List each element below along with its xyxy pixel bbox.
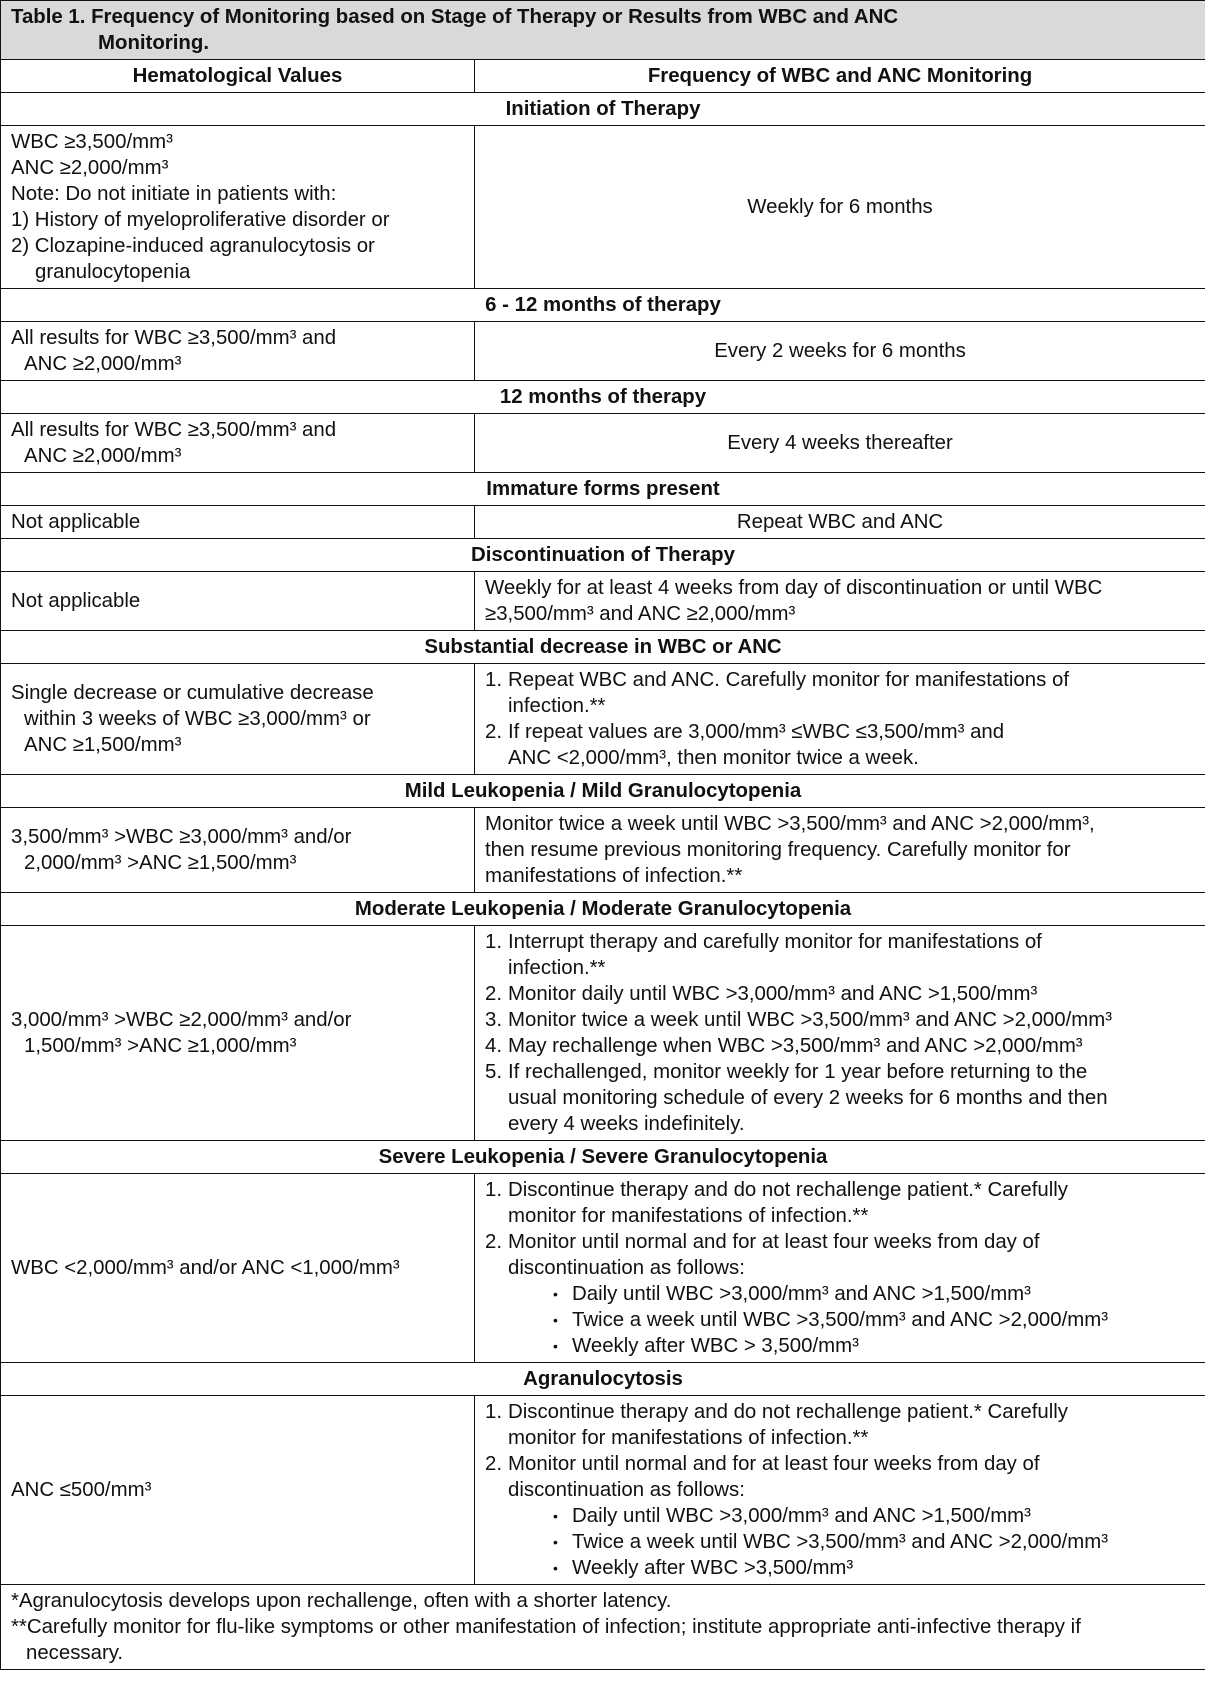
- step-number: 4.: [485, 1035, 503, 1057]
- table-row: [1, 414, 1205, 473]
- section-title-6-12-months: 6 - 12 months of therapy: [1, 289, 1205, 322]
- footnote-single-asterisk: *Agranulocytosis develops upon rechallenge, often with a shorter latency.: [11, 1590, 672, 1612]
- list-item: [485, 667, 1195, 719]
- table-row: [1, 126, 1205, 289]
- numbered-steps: [485, 667, 1195, 771]
- step-number: 3.: [485, 1009, 503, 1031]
- section-row: [1, 473, 1205, 506]
- list-item: [550, 1307, 1195, 1333]
- bullet-icon: •: [553, 1312, 558, 1328]
- list-item: [550, 1555, 1195, 1581]
- step-text: infection.**: [508, 695, 606, 717]
- list-item: [485, 1177, 1195, 1229]
- column-header-row: [1, 60, 1205, 93]
- step-text: If rechallenged, monitor weekly for 1 year before returning to the: [508, 1061, 1088, 1083]
- step-number: 1.: [485, 931, 503, 953]
- table-row: [1, 926, 1205, 1141]
- value-line: 1,500/mm³ >ANC ≥1,000/mm³: [24, 1035, 297, 1057]
- value-line: 1) History of myeloproliferative disorder or: [11, 209, 390, 231]
- hematological-values-cell: [1, 926, 475, 1141]
- caption-line-1: Table 1. Frequency of Monitoring based on Stage of Therapy or Results from WBC and ANC: [11, 6, 899, 28]
- list-item: [485, 981, 1195, 1007]
- section-row: [1, 289, 1205, 322]
- section-title-moderate: Moderate Leukopenia / Moderate Granulocytopenia: [1, 893, 1205, 926]
- step-text: monitor for manifestations of infection.**: [508, 1427, 869, 1449]
- table-caption: [1, 1, 1205, 60]
- step-number: 1.: [485, 669, 503, 691]
- value-line: ANC ≥1,500/mm³: [24, 734, 182, 756]
- step-number: 2.: [485, 983, 503, 1005]
- table-row: [1, 808, 1205, 893]
- table-row: [1, 664, 1205, 775]
- hematological-values-cell: Not applicable: [1, 572, 475, 631]
- section-title-initiation: Initiation of Therapy: [1, 93, 1205, 126]
- section-title-severe: Severe Leukopenia / Severe Granulocytopenia: [1, 1141, 1205, 1174]
- value-line: All results for WBC ≥3,500/mm³ and: [11, 327, 337, 349]
- section-row: [1, 893, 1205, 926]
- list-item: [550, 1529, 1195, 1555]
- hematological-values-cell: WBC <2,000/mm³ and/or ANC <1,000/mm³: [1, 1174, 475, 1363]
- table-caption-row: [1, 1, 1205, 60]
- footnote-double-asterisk-continued: necessary.: [26, 1642, 124, 1664]
- monitoring-frequency-cell: [475, 572, 1205, 631]
- hematological-values-cell: [1, 322, 475, 381]
- value-line: ANC ≥2,000/mm³: [24, 445, 182, 467]
- step-text: Monitor twice a week until WBC >3,500/mm³ and ANC >2,000/mm³: [508, 1009, 1113, 1031]
- step-text: Repeat WBC and ANC. Carefully monitor for manifestations of: [508, 669, 1069, 691]
- section-row: [1, 631, 1205, 664]
- caption-line-2: Monitoring.: [98, 32, 209, 54]
- bullet-icon: •: [553, 1286, 558, 1302]
- bullet-text: Weekly after WBC > 3,500/mm³: [572, 1335, 859, 1357]
- bullet-icon: •: [553, 1338, 558, 1354]
- section-row: [1, 775, 1205, 808]
- section-title-immature-forms: Immature forms present: [1, 473, 1205, 506]
- monitoring-frequency-cell: [475, 664, 1205, 775]
- step-text: If repeat values are 3,000/mm³ ≤WBC ≤3,500/mm³ and: [508, 721, 1005, 743]
- numbered-steps: [485, 1399, 1195, 1503]
- frequency-line: then resume previous monitoring frequency. Carefully monitor for: [485, 839, 1071, 861]
- value-line: granulocytopenia: [35, 261, 191, 283]
- footnotes: [1, 1585, 1205, 1670]
- bullet-text: Daily until WBC >3,000/mm³ and ANC >1,500/mm³: [572, 1505, 1031, 1527]
- section-title-12-months: 12 months of therapy: [1, 381, 1205, 414]
- bullet-text: Twice a week until WBC >3,500/mm³ and ANC >2,000/mm³: [572, 1531, 1109, 1553]
- monitoring-frequency-cell: [475, 1396, 1205, 1585]
- step-text: monitor for manifestations of infection.**: [508, 1205, 869, 1227]
- value-line: 3,000/mm³ >WBC ≥2,000/mm³ and/or: [11, 1009, 352, 1031]
- list-item: [550, 1503, 1195, 1529]
- value-line: 3,500/mm³ >WBC ≥3,000/mm³ and/or: [11, 826, 352, 848]
- value-line: All results for WBC ≥3,500/mm³ and: [11, 419, 337, 441]
- list-item: [485, 1007, 1195, 1033]
- list-item: [485, 1033, 1195, 1059]
- step-text: infection.**: [508, 957, 606, 979]
- table-row: [1, 322, 1205, 381]
- list-item: [550, 1333, 1195, 1359]
- section-row: [1, 93, 1205, 126]
- value-line: 2,000/mm³ >ANC ≥1,500/mm³: [24, 852, 297, 874]
- monitoring-frequency-cell: [475, 926, 1205, 1141]
- bullet-text: Twice a week until WBC >3,500/mm³ and ANC >2,000/mm³: [572, 1309, 1109, 1331]
- section-title-substantial-decrease: Substantial decrease in WBC or ANC: [1, 631, 1205, 664]
- monitoring-frequency-cell: [475, 1174, 1205, 1363]
- bullet-text: Weekly after WBC >3,500/mm³: [572, 1557, 854, 1579]
- step-number: 2.: [485, 1453, 503, 1475]
- table-row: [1, 1396, 1205, 1585]
- hematological-values-cell: Not applicable: [1, 506, 475, 539]
- value-line: Note: Do not initiate in patients with:: [11, 183, 337, 205]
- bullet-list: [485, 1503, 1195, 1581]
- section-title-agranulocytosis: Agranulocytosis: [1, 1363, 1205, 1396]
- numbered-steps: [485, 1177, 1195, 1281]
- hematological-values-cell: [1, 126, 475, 289]
- bullet-icon: •: [553, 1534, 558, 1550]
- value-line: ANC ≥2,000/mm³: [11, 157, 169, 179]
- step-text: usual monitoring schedule of every 2 weeks for 6 months and then: [508, 1087, 1108, 1109]
- list-item: [485, 929, 1195, 981]
- section-row: [1, 1141, 1205, 1174]
- section-row: [1, 1363, 1205, 1396]
- column-header-monitoring-frequency: Frequency of WBC and ANC Monitoring: [475, 60, 1205, 93]
- frequency-line: ≥3,500/mm³ and ANC ≥2,000/mm³: [485, 603, 796, 625]
- section-row: [1, 381, 1205, 414]
- monitoring-frequency-cell: Repeat WBC and ANC: [475, 506, 1205, 539]
- list-item: [550, 1281, 1195, 1307]
- list-item: [485, 1059, 1195, 1137]
- step-number: 5.: [485, 1061, 503, 1083]
- hematological-values-cell: ANC ≤500/mm³: [1, 1396, 475, 1585]
- hematological-values-cell: [1, 414, 475, 473]
- column-header-hematological-values: Hematological Values: [1, 60, 475, 93]
- monitoring-frequency-cell: Weekly for 6 months: [475, 126, 1205, 289]
- bullet-text: Daily until WBC >3,000/mm³ and ANC >1,500/mm³: [572, 1283, 1031, 1305]
- step-number: 2.: [485, 721, 503, 743]
- step-text: Monitor daily until WBC >3,000/mm³ and ANC >1,500/mm³: [508, 983, 1038, 1005]
- step-text: every 4 weeks indefinitely.: [508, 1113, 745, 1135]
- step-number: 1.: [485, 1401, 503, 1423]
- step-text: discontinuation as follows:: [508, 1257, 745, 1279]
- step-text: ANC <2,000/mm³, then monitor twice a week.: [508, 747, 919, 769]
- frequency-line: Monitor twice a week until WBC >3,500/mm³ and ANC >2,000/mm³,: [485, 813, 1095, 835]
- value-line: ANC ≥2,000/mm³: [24, 353, 182, 375]
- step-text: Monitor until normal and for at least four weeks from day of: [508, 1453, 1040, 1475]
- section-title-discontinuation: Discontinuation of Therapy: [1, 539, 1205, 572]
- bullet-list: [485, 1281, 1195, 1359]
- step-text: Interrupt therapy and carefully monitor for manifestations of: [508, 931, 1042, 953]
- value-line: Single decrease or cumulative decrease: [11, 682, 374, 704]
- table-row: [1, 1174, 1205, 1363]
- value-line: WBC ≥3,500/mm³: [11, 131, 173, 153]
- frequency-line: Weekly for at least 4 weeks from day of discontinuation or until WBC: [485, 577, 1103, 599]
- monitoring-frequency-cell: [475, 808, 1205, 893]
- step-text: Discontinue therapy and do not rechallenge patient.* Carefully: [508, 1401, 1068, 1423]
- section-title-mild: Mild Leukopenia / Mild Granulocytopenia: [1, 775, 1205, 808]
- step-text: discontinuation as follows:: [508, 1479, 745, 1501]
- list-item: [485, 1451, 1195, 1503]
- list-item: [485, 1229, 1195, 1281]
- monitoring-frequency-cell: Every 4 weeks thereafter: [475, 414, 1205, 473]
- footnote-double-asterisk: **Carefully monitor for flu-like symptoms or other manifestation of infection; institute appropriate anti-infective therapy if: [11, 1616, 1081, 1638]
- hematological-values-cell: [1, 808, 475, 893]
- table-row: [1, 572, 1205, 631]
- bullet-icon: •: [553, 1560, 558, 1576]
- list-item: [485, 1399, 1195, 1451]
- step-text: May rechallenge when WBC >3,500/mm³ and ANC >2,000/mm³: [508, 1035, 1083, 1057]
- step-text: Discontinue therapy and do not rechallenge patient.* Carefully: [508, 1179, 1068, 1201]
- list-item: [485, 719, 1195, 771]
- step-number: 2.: [485, 1231, 503, 1253]
- frequency-line: manifestations of infection.**: [485, 865, 743, 887]
- footnote-row: [1, 1585, 1205, 1670]
- bullet-icon: •: [553, 1508, 558, 1524]
- section-row: [1, 539, 1205, 572]
- step-number: 1.: [485, 1179, 503, 1201]
- monitoring-frequency-cell: Every 2 weeks for 6 months: [475, 322, 1205, 381]
- hematological-values-cell: [1, 664, 475, 775]
- numbered-steps: [485, 929, 1195, 1137]
- table-row: [1, 506, 1205, 539]
- value-line: within 3 weeks of WBC ≥3,000/mm³ or: [24, 708, 371, 730]
- step-text: Monitor until normal and for at least four weeks from day of: [508, 1231, 1040, 1253]
- value-line: 2) Clozapine-induced agranulocytosis or: [11, 235, 375, 257]
